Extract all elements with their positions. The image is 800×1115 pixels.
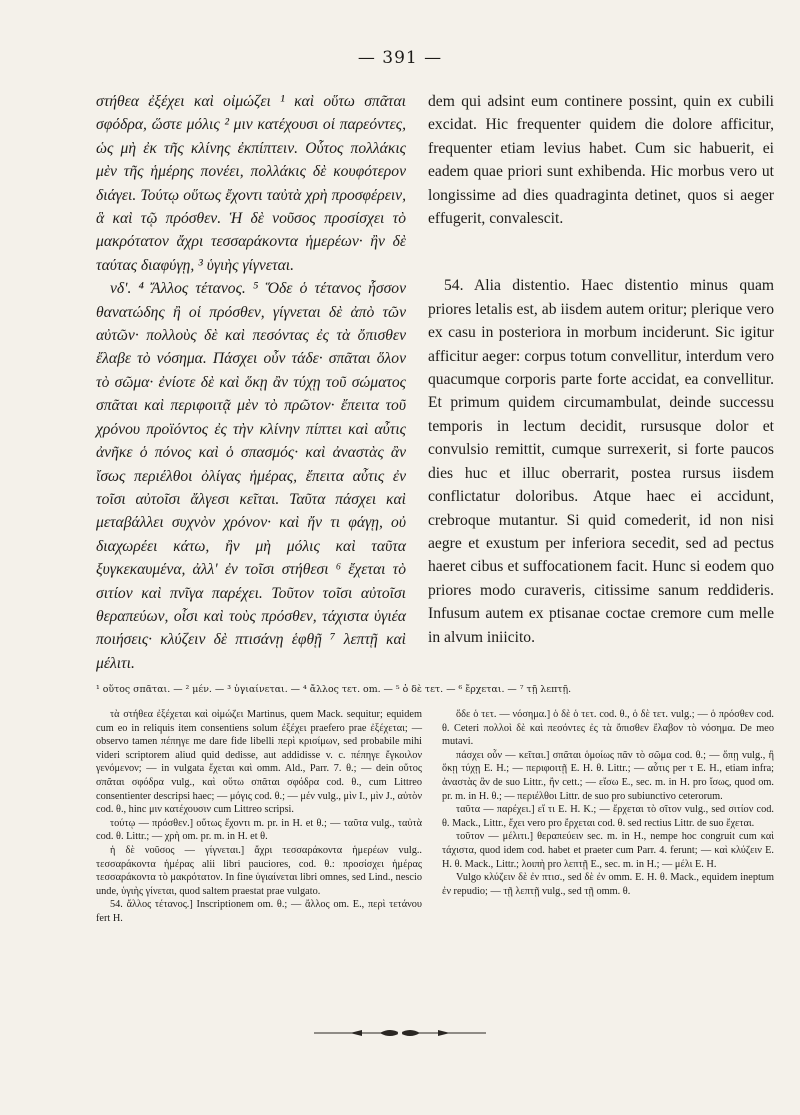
note-paragraph: ταῦτα — παρέχει.] εἴ τι E. H. K.; — ἔρχεται τὸ σῖτον vulg., sed σιτίον cod. θ. Mack., Littr., ἔχει vero pro ἔρχεται cod. θ. sed rectius Littr. de suo ἔχεται. — [442, 804, 774, 829]
variant-readings-line: ¹ οὕτος σπᾶται. — ² μέν. — ³ ὑγιαίνεται. — ⁴ ἄλλος τετ. om. — ⁵ ὁ δὲ τετ. — ⁶ ἔρχεται. — ⁷ τῇ λεπτῇ. — [96, 684, 572, 695]
ornament-rule-icon — [310, 1026, 490, 1040]
note-paragraph: ὅδε ὁ τετ. — νόσημα.] ὁ δὲ ὁ τετ. cod. θ., ὁ δὲ τετ. vulg.; — ὁ πρόσθεν cod. θ. Ceteri πολλοὶ δὲ καὶ πεσόντες ἐς τὰ ὄπισθεν ἔλαβον τὸ νόσημα. De meo mutavi. — [442, 709, 774, 748]
greek-text-column — [96, 90, 406, 675]
critical-notes-right — [442, 708, 774, 898]
page-number: — 391 — — [357, 48, 443, 68]
note-paragraph: τοῦτον — μέλιτι.] θεραπεύειν sec. m. in H., nempe hoc congruit cum καὶ τάχιστα, quod idem cod. habet et praeter cum Parr. 4. ferunt; — καὶ κλύζειν E. H. θ. Mack., Littr.; λοιπὴ pro λεπτῇ E., sec. m. in H.; — μέλι E. H. — [442, 831, 774, 870]
note-paragraph: ἡ δὲ νοῦσος — γίγνεται.] ἄχρι τεσσαράκοντα ἡμερέων vulg.. τεσσαράκοντα ἡμέρας alii libri pauciores, cod. θ.: προσίσχει ἡμέρας τεσσαράκοντα τὸ μακρότατον. In fine ὑγιαίνεται libri omnes, sed Lind., nescio unde, ὑγιὴς γίνεται, quod saltem praestat prae vulgato. — [96, 844, 422, 897]
latin-paragraph-1: dem qui adsint eum continere possint, quin ex cubili excidat. Hic frequenter quidem die dolore afficitur, frequenter etiam levius habet. Cum sic habuerit, ei eadem quae priori sunt exhibenda. Hic morbus vero ut longissime ad dies quadraginta detinet, quos si aeger effugerit, convalescit. — [428, 93, 774, 228]
latin-text-column — [428, 90, 774, 649]
greek-paragraph-2: νδʹ. ⁴ Ἄλλος τέτανος. ⁵ Ὅδε ὁ τέτανος ἧσσον θανατώδης ἢ οἱ πρόσθεν, γίγνεται δὲ ἀπὸ τῶν αὐτῶν· πολλοὺς δὲ καὶ πεσόντας ἐς τὰ ὄπισθεν ἔλαβε τὸ νόσημα. Πάσχει οὖν τάδε· σπᾶται ὅλον τὸ σῶμα· ἐνίοτε δὲ καὶ ὅκῃ ἂν τύχῃ τοῦ σώματος σπᾶται καὶ περιφοιτᾷ μὲν τὸ πρῶτον· ἔπειτα τοῦ χρόνου προϊόντος ἐς τὴν κλίνην πίπτει καὶ αὖτις ἀνῆκε ὁ πόνος καὶ ὁ σπασμός· καὶ ἀναστὰς ἂν ἴσως περιέλθοι ὀλίγας ἡμέρας, ἔπειτα αὖτις ἐν τοῖσι αὐτοῖσι ἄλγεσι κεῖται. Ταῦτα πάσχει καὶ μεταβάλλει συχνὸν χρόνον· καὶ ἤν τι φάγῃ, οὐ διαχωρέει κάτω, ἢν μὴ μόλις καὶ ταῦτα ξυγκεκαυμένα, ἀλλ' ἐν τοῖσι στήθεσι ⁶ ἔχεται τὸ σιτίον καὶ πνῖγα παρέχει. Τοῦτον τοῖσι αὐτοῖσι θεραπεύων, οἷσι καὶ τοὺς πρόσθεν, τάχιστα ὑγιέα ποιήσεις· κλύζειν δὲ πτισάνῃ ἑφθῇ ⁷ λεπτῇ καὶ μέλιτι. — [96, 280, 406, 672]
note-paragraph: 54. ἄλλος τέτανος.] Inscriptionem om. θ.; — ἄλλος om. E., περὶ τετάνου fert H. — [96, 899, 422, 924]
end-ornament — [310, 1026, 490, 1040]
note-paragraph: τούτῳ — πρόσθεν.] οὕτως ἔχοντι m. pr. in H. et θ.; — ταῦτα vulg., ταὐτὰ cod. θ. Littr.; — χρὴ om. pr. m. in H. et θ. — [96, 817, 422, 843]
note-paragraph: πάσχει οὖν — κεῖται.] σπᾶται ὁμοίως πᾶν τὸ σῶμα cod. θ.; — ὅπῃ vulg., ἢ ὅκῃ τύχῃ E. H.; — περιφοιτῇ E. H. θ. Littr.; — αὖτις per τ E. H., etiam infra; ἀναστὰς ἂν de suo Littr., ἢν cett.; — εἴσω E., sec. m. in H. pro ἴσως, quod om. pr. m. in H. θ.; — περιέλθοι Littr. de suo pro subiunctivo ceterorum. — [442, 749, 774, 802]
note-paragraph: Vulgo κλύζειν δὲ ἐν πτισ., sed δὲ ἐν omm. E. H. θ. Mack., equidem ineptum ἐν repudio; — τῇ λεπτῇ vulg., sed τῇ omm. θ. — [442, 872, 774, 897]
latin-paragraph-2: 54. Alia distentio. Haec distentio minus quam priores letalis est, ab iisdem autem oritur; plerique vero ex casu in posteriora in morbum inciderunt. Sic igitur afficitur aeger: corpus totum convellitur, interdum vero quacumque corporis parte forte accidat, ea convellitur. Et primum quidem circumambulat, deinde successu temporis in lectum decidit, rursusque dolor et convulsio remittit, cumque surrexerit, si forte paucos dies huc et illuc oberrarit, postea rursus iisdem conflictatur doloribus. Atque haec ei accidunt, crebroque mutantur. Si quid comederit, id non nisi aegre et exustum per inferiora secedit, sed ad pectus haeret cibus et suffocationem facit. Hunc si eodem quo priores modo curaveris, citissime sanum reddideris. Infusum autem ex ptisanae coctae cremore cum melle in alvum iniicito. — [428, 277, 774, 646]
critical-notes-left — [96, 708, 422, 926]
note-paragraph: τὰ στήθεα ἐξέχεται καὶ οἰμώζει Martinus, quem Mack. sequitur; equidem cum eo in reliquis item consentiens solum ἐξέχει praefero prae ἐξέχεται; — observo tamen πέπηγε me dare fide libelli περὶ κρισίμων, sed probabile mihi videri scriptorem aliud quid dedisse, aut addidisse v. c. πέπηγε ἔγκοιλον γενόμενον; — in vulgata ἔχεται καὶ omm. Ald., Parr. 7. θ.; — dein οὕτος σπᾶται σφόδρα vulg., καὶ οὕτω σπᾶται σφόδρα cod. θ., cum Littreo consentienter descripsi haec; — μόγις cod. θ.; — μέν vulg., μὶν I., μὶν J., αὐτὸν cod. θ., hinc μιν κατέχουσιν cum Littreo scripsi. — [96, 709, 422, 816]
greek-paragraph-1: στήθεα ἐξέχει καὶ οἰμώζει ¹ καὶ οὕτω σπᾶται σφόδρα, ὥστε μόλις ² μιν κατέχουσι οἱ παρεόντες, ὡς μὴ ἐκ τῆς κλίνης ἐκπίπτειν. Οὗτος πολλάκις μὲν τῆς ἡμέρης πονέει, πολλάκις δὲ κουφότερον διάγει. Τούτῳ οὕτως ἔχοντι ταὐτὰ χρὴ προσφέρειν, ἃ καὶ τῷ πρόσθεν. Ἡ δὲ νοῦσος προσίσχει τὸ μακρότατον ἄχρι τεσσαράκοντα ἡμερέων· ἢν δὲ ταύτας διαφύγῃ, ³ ὑγιὴς γίγνεται. — [96, 93, 406, 274]
